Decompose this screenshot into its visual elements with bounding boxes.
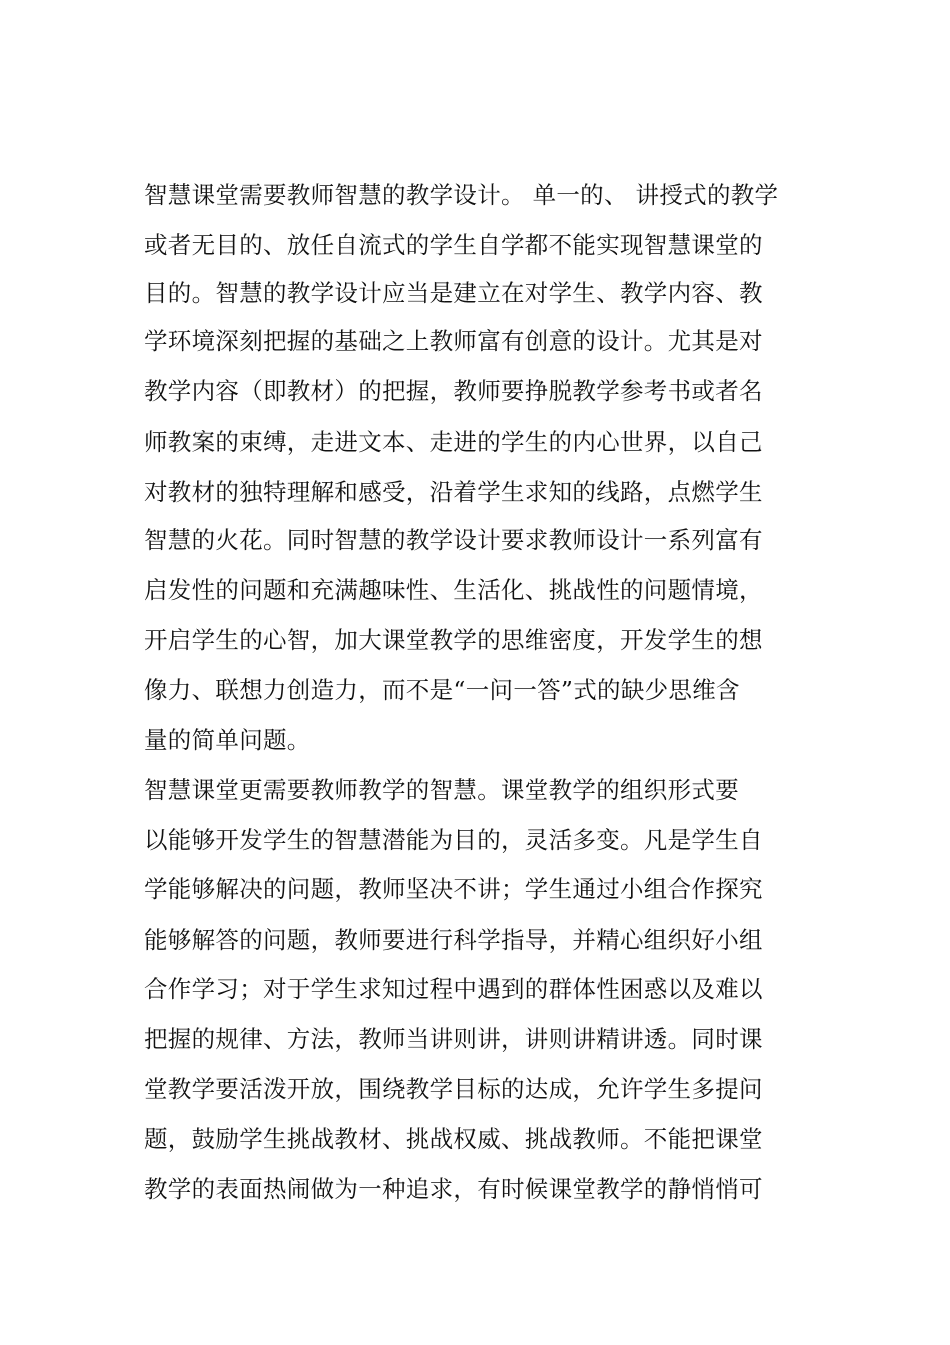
paragraph-1-line-12: 量的简单问题。 (144, 726, 311, 754)
paragraph-2-line-9: 教学的表面热闹做为一种追求，有时候课堂教学的静悄悄可 (144, 1175, 763, 1203)
paragraph-2-line-6: 把握的规律、方法，教师当讲则讲，讲则讲精讲透。同时课 (144, 1025, 763, 1053)
paragraph-2-line-3: 学能够解决的问题，教师坚决不讲；学生通过小组合作探究 (144, 875, 763, 903)
paragraph-1-line-6: 师教案的束缚，走进文本、走进的学生的内心世界，以自己 (144, 428, 763, 456)
paragraph-1-line-3: 目的。智慧的教学设计应当是建立在对学生、教学内容、教 (144, 279, 763, 307)
paragraph-2-line-4: 能够解答的问题，教师要进行科学指导，并精心组织好小组 (144, 926, 763, 954)
paragraph-2-line-7: 堂教学要活泼开放，围绕教学目标的达成，允许学生多提问 (144, 1075, 763, 1103)
paragraph-1-line-11: 像力、联想力创造力，而不是“一问一答”式的缺少思维含 (144, 676, 740, 704)
paragraph-1-line-10: 开启学生的心智，加大课堂教学的思维密度，开发学生的想 (144, 626, 763, 654)
paragraph-2-line-8: 题，鼓励学生挑战教材、挑战权威、挑战教师。不能把课堂 (144, 1125, 763, 1153)
paragraph-1-line-9: 启发性的问题和充满趣味性、生活化、挑战性的问题情境， (144, 576, 763, 604)
paragraph-2-line-1: 智慧课堂更需要教师教学的智慧。课堂教学的组织形式要 (144, 776, 739, 804)
paragraph-1-line-1: 智慧课堂需要教师智慧的教学设计。 单一的、 讲授式的教学 (144, 181, 779, 209)
paragraph-2-line-2: 以能够开发学生的智慧潜能为目的，灵活多变。凡是学生自 (144, 826, 763, 854)
paragraph-1-line-7: 对教材的独特理解和感受，沿着学生求知的线路，点燃学生 (144, 478, 763, 506)
paragraph-1-line-4: 学环境深刻把握的基础之上教师富有创意的设计。尤其是对 (144, 327, 763, 355)
paragraph-1-line-5: 教学内容（即教材）的把握，教师要挣脱教学参考书或者名 (144, 377, 763, 405)
paragraph-1-line-8: 智慧的火花。同时智慧的教学设计要求教师设计一系列富有 (144, 526, 763, 554)
paragraph-2-line-5: 合作学习；对于学生求知过程中遇到的群体性困惑以及难以 (144, 975, 763, 1003)
paragraph-1-line-2: 或者无目的、放任自流式的学生自学都不能实现智慧课堂的 (144, 231, 763, 259)
